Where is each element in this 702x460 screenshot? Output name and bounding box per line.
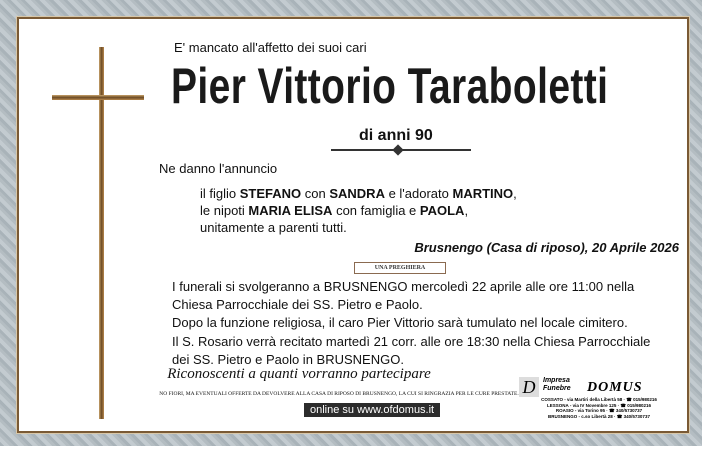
cross-icon — [99, 47, 104, 419]
family-line-1: il figlio STEFANO con SANDRA e l'adorato MARTINO, — [200, 186, 517, 201]
funeral-text: I funerali si svolgeranno a BRUSNENGO mercoledì 22 aprile alle ore 11:00 nella Chiesa Parrocchiale dei SS. Pietro e Paolo. Dopo la funzione religiosa, il caro Pier Vittorio sarà tumulato nel locale cimitero. — [172, 279, 635, 330]
place-date: Brusnengo (Casa di riposo), 20 Aprile 2026 — [414, 240, 679, 255]
website-link[interactable]: online su www.ofdomus.it — [304, 403, 440, 417]
agency-type: Impresa Funebre — [543, 377, 571, 392]
agency-addresses: COSSATO - via Martiri della Libertà 58 · ☎ 015/980216 LESSONA - via IV Novembre 125 · ☎ 015/980216 ROASIO - via Torino 95 · ☎ 340/5730737 BRUSNENGO - c.so Libertà 28 · ☎ 340/5730737 — [541, 397, 657, 419]
family-line-3: unitamente a parenti tutti. — [200, 220, 347, 235]
family-line-2: le nipoti MARIA ELISA con famiglia e PAOLA, — [200, 203, 469, 218]
deceased-name: Pier Vittorio Taraboletti — [171, 58, 609, 114]
no-flowers-note: NO FIORI, MA EVENTUALI OFFERTE DA DEVOLVERE ALLA CASA DI RIPOSO DI BRUSNENGO, LA CUI SI RINGRAZIA PER LE CURE PRESTATE. — [159, 391, 519, 397]
prayer-label: UNA PREGHIERA — [354, 262, 446, 274]
announce-text: Ne danno l'annuncio — [159, 161, 278, 176]
intro-text: E' mancato all'affetto dei suoi cari — [174, 40, 367, 55]
agency-name: DOMUS — [587, 380, 643, 395]
cross-icon-bar — [52, 95, 144, 100]
age: di anni 90 — [359, 127, 433, 144]
agency-logo-icon: D — [519, 377, 539, 397]
thanks-text: Riconoscenti a quanti vorranno partecipare — [167, 366, 431, 382]
ornament-divider — [331, 149, 471, 151]
rosary-text: Il S. Rosario verrà recitato martedì 21 corr. alle ore 18:30 nella Chiesa Parrocchiale dei SS. Pietro e Paolo in BRUSNENGO. — [172, 334, 651, 367]
notice-card — [17, 17, 689, 433]
